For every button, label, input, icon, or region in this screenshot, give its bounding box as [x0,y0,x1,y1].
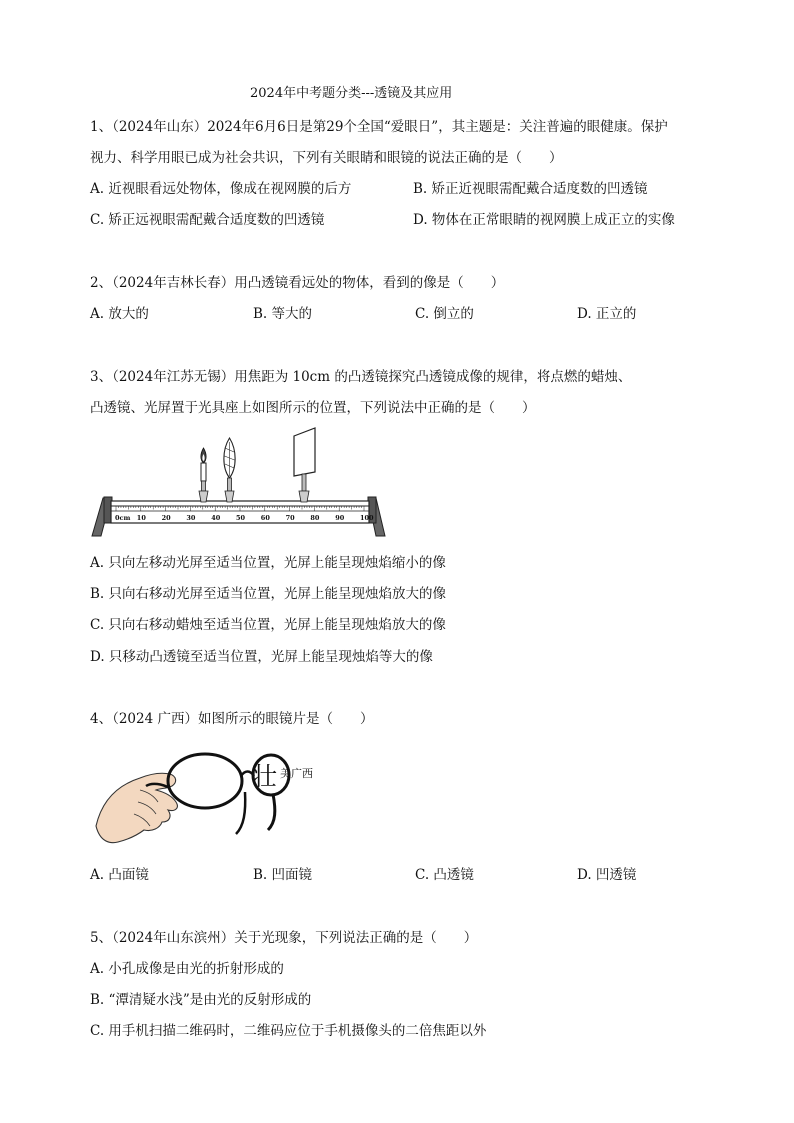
q3-stem-line1: 3、（2024年江苏无锡）用焦距为 10cm 的凸透镜探究凸透镜成像的规律，将点燃的蜡烛、 [90,369,632,385]
q1-stem-line2: 视力、科学用眼已成为社会共识，下列有关眼睛和眼镜的说法正确的是（ ） [90,150,563,166]
scale-label: 60 [260,514,270,522]
scale-label: 40 [211,514,221,522]
q1-option-d: D. 物体在正常眼睛的视网膜上成正立的实像 [413,212,675,228]
q3-option-b: B. 只向右移动光屏至适当位置，光屏上能呈现烛焰放大的像 [90,586,447,602]
q4-option-a: A. 凸面镜 [90,867,149,883]
q2-option-a: A. 放大的 [90,306,149,322]
scale-label: 50 [236,514,246,522]
scale-label: 70 [285,514,295,522]
q4-option-d: D. 凹透镜 [577,867,637,883]
q5-stem: 5、（2024年山东滨州）关于光现象，下列说法正确的是（ ） [90,930,478,946]
scale-label: 100 [360,514,374,522]
q4-option-c: C. 凸透镜 [415,867,474,883]
scale-label: 20 [161,514,171,522]
glasses-right-arm [268,794,275,830]
q5-option-b: B. “潭清疑水浅”是由光的反射形成的 [90,992,312,1008]
q3-option-d: D. 只移动凸透镜至适当位置，光屏上能呈现烛焰等大的像 [90,649,433,665]
q4-stem: 4、（2024 广西）如图所示的眼镜片是（ ） [90,711,374,727]
q1-option-c: C. 矫正远视眼需配戴合适度数的凹透镜 [90,212,325,228]
q4-option-b: B. 凹面镜 [253,867,313,883]
q2-option-d: D. 正立的 [577,306,637,322]
scale-label: 10 [136,514,146,522]
scale-label: 80 [310,514,320,522]
hand [96,773,177,842]
q1-stem-line1: 1、（2024年山东）2024年6月6日是第29个全国“爱眼日”，其主题是：关注普遍的眼健康。保护 [90,119,668,135]
q3-option-c: C. 只向右移动蜡烛至适当位置，光屏上能呈现烛焰放大的像 [90,617,446,633]
q2-option-c: C. 倒立的 [415,306,474,322]
q1-option-b: B. 矫正近视眼需配戴合适度数的凹透镜 [413,181,648,197]
q3-option-a: A. 只向左移动光屏至适当位置，光屏上能呈现烛焰缩小的像 [90,555,446,571]
q2-option-b: B. 等大的 [253,306,313,322]
lens-small-text: 美广西 [280,767,313,780]
page-title: 2024年中考题分类---透镜及其应用 [250,86,453,101]
q3-stem-line2: 凸透镜、光屏置于光具座上如图所示的位置，下列说法中正确的是（ ） [90,400,536,416]
scale-label: 30 [186,514,196,522]
q5-option-c: C. 用手机扫描二维码时，二维码应位于手机摄像头的二倍焦距以外 [90,1023,487,1039]
q1-option-a: A. 近视眼看远处物体，像成在视网膜的后方 [90,181,352,197]
scale-label: 90 [335,514,345,522]
glasses-left-lens [168,754,242,808]
lens-big-character: 壮 [252,762,278,791]
scale-label: 0cm [115,514,131,522]
q5-option-a: A. 小孔成像是由光的折射形成的 [90,961,284,977]
q2-stem: 2、（2024年吉林长春）用凸透镜看远处的物体，看到的像是（ ） [90,275,505,291]
